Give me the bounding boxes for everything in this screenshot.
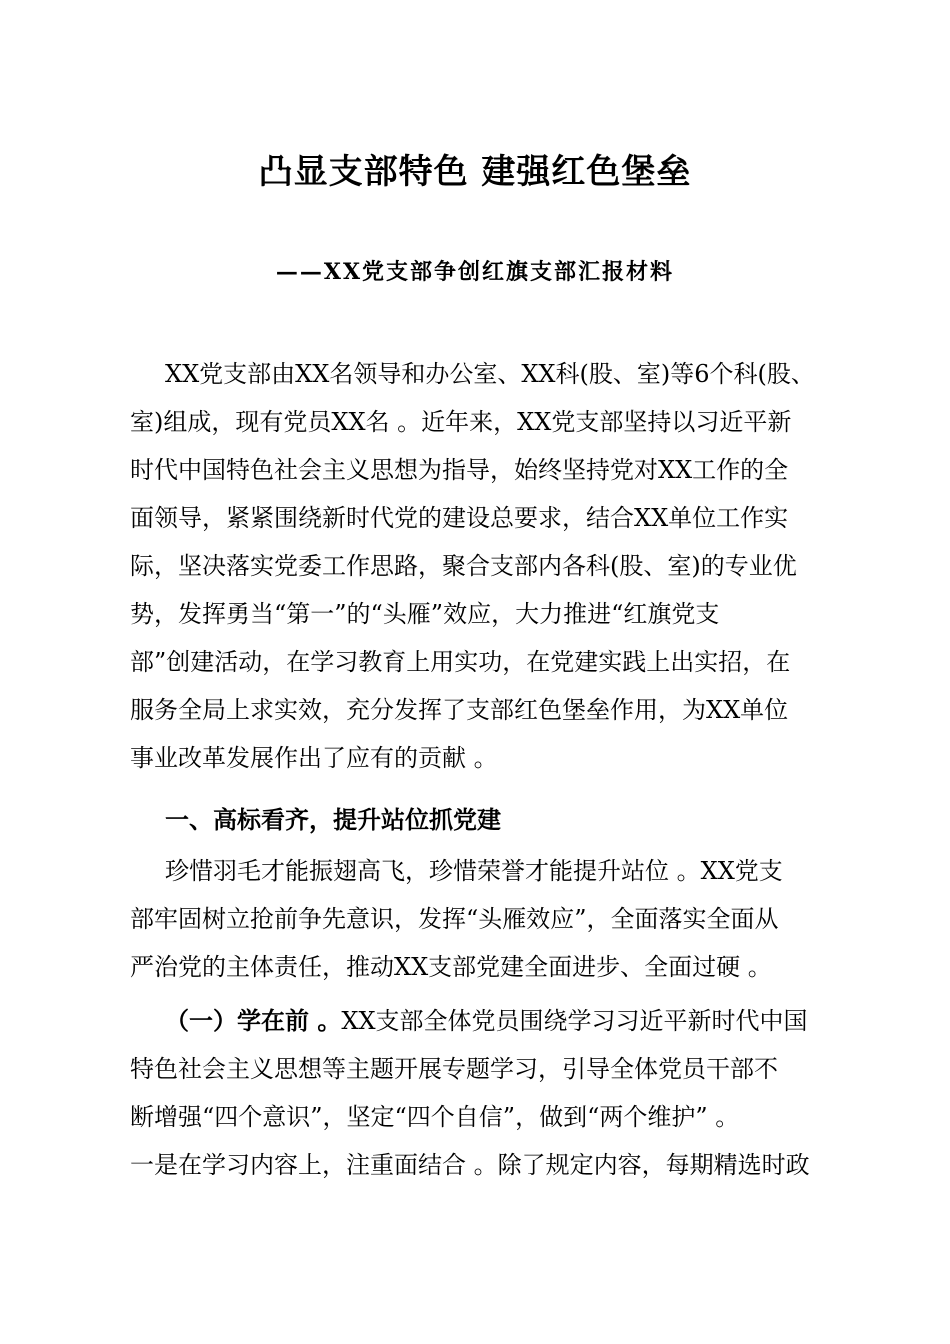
document-title: 凸显支部特色 建强红色堡垒: [258, 152, 692, 192]
intro-line: 时代中国特色社会主义思想为指导，始终坚持党对XX工作的全: [130, 456, 789, 484]
intro-line: 服务全局上求实效，充分发挥了支部红色堡垒作用，为XX单位: [130, 696, 789, 724]
section-heading: 一、高标看齐，提升站位抓党建: [165, 806, 501, 834]
intro-line: XX党支部由XX名领导和办公室、XX科(股、室)等6个科(股、: [165, 360, 815, 388]
intro-line: 部”创建活动，在学习教育上用实功，在党建实践上出实招，在: [130, 648, 791, 676]
subsection-line: 断增强“四个意识”，坚定“四个自信”，做到“两个维护” 。: [130, 1103, 740, 1131]
subsection-lead: （一）学在前 。: [165, 1007, 342, 1035]
subsection-line: 特色社会主义思想等主题开展专题学习，引导全体党员干部不: [130, 1055, 778, 1083]
document-subtitle: ——XX党支部争创红旗支部汇报材料: [275, 259, 675, 285]
section-line: 严治党的主体责任，推动XX支部党建全面进步、全面过硬 。: [130, 953, 772, 981]
intro-line: 事业改革发展作出了应有的贡献 。: [130, 744, 498, 772]
intro-line: 面领导，紧紧围绕新时代党的建设总要求，结合XX单位工作实: [130, 504, 789, 532]
intro-line: 际，坚决落实党委工作思路，聚合支部内各科(股、室)的专业优: [130, 552, 797, 580]
intro-line: 室)组成，现有党员XX名 。近年来，XX党支部坚持以习近平新: [130, 408, 792, 436]
section-line: 部牢固树立抢前争先意识，发挥“头雁效应”，全面落实全面从: [130, 905, 779, 933]
subsection-first-line: [165, 1001, 830, 1041]
subsection-first-text: XX支部全体党员围绕学习习近平新时代中国: [341, 1007, 808, 1035]
intro-line: 势，发挥勇当“第一”的“头雁”效应，大力推进“红旗党支: [130, 600, 720, 628]
subsection-line: 一是在学习内容上，注重面结合 。除了规定内容，每期精选时政: [130, 1151, 810, 1179]
section-line: 珍惜羽毛才能振翅高飞，珍惜荣誉才能提升站位 。XX党支: [165, 857, 783, 885]
